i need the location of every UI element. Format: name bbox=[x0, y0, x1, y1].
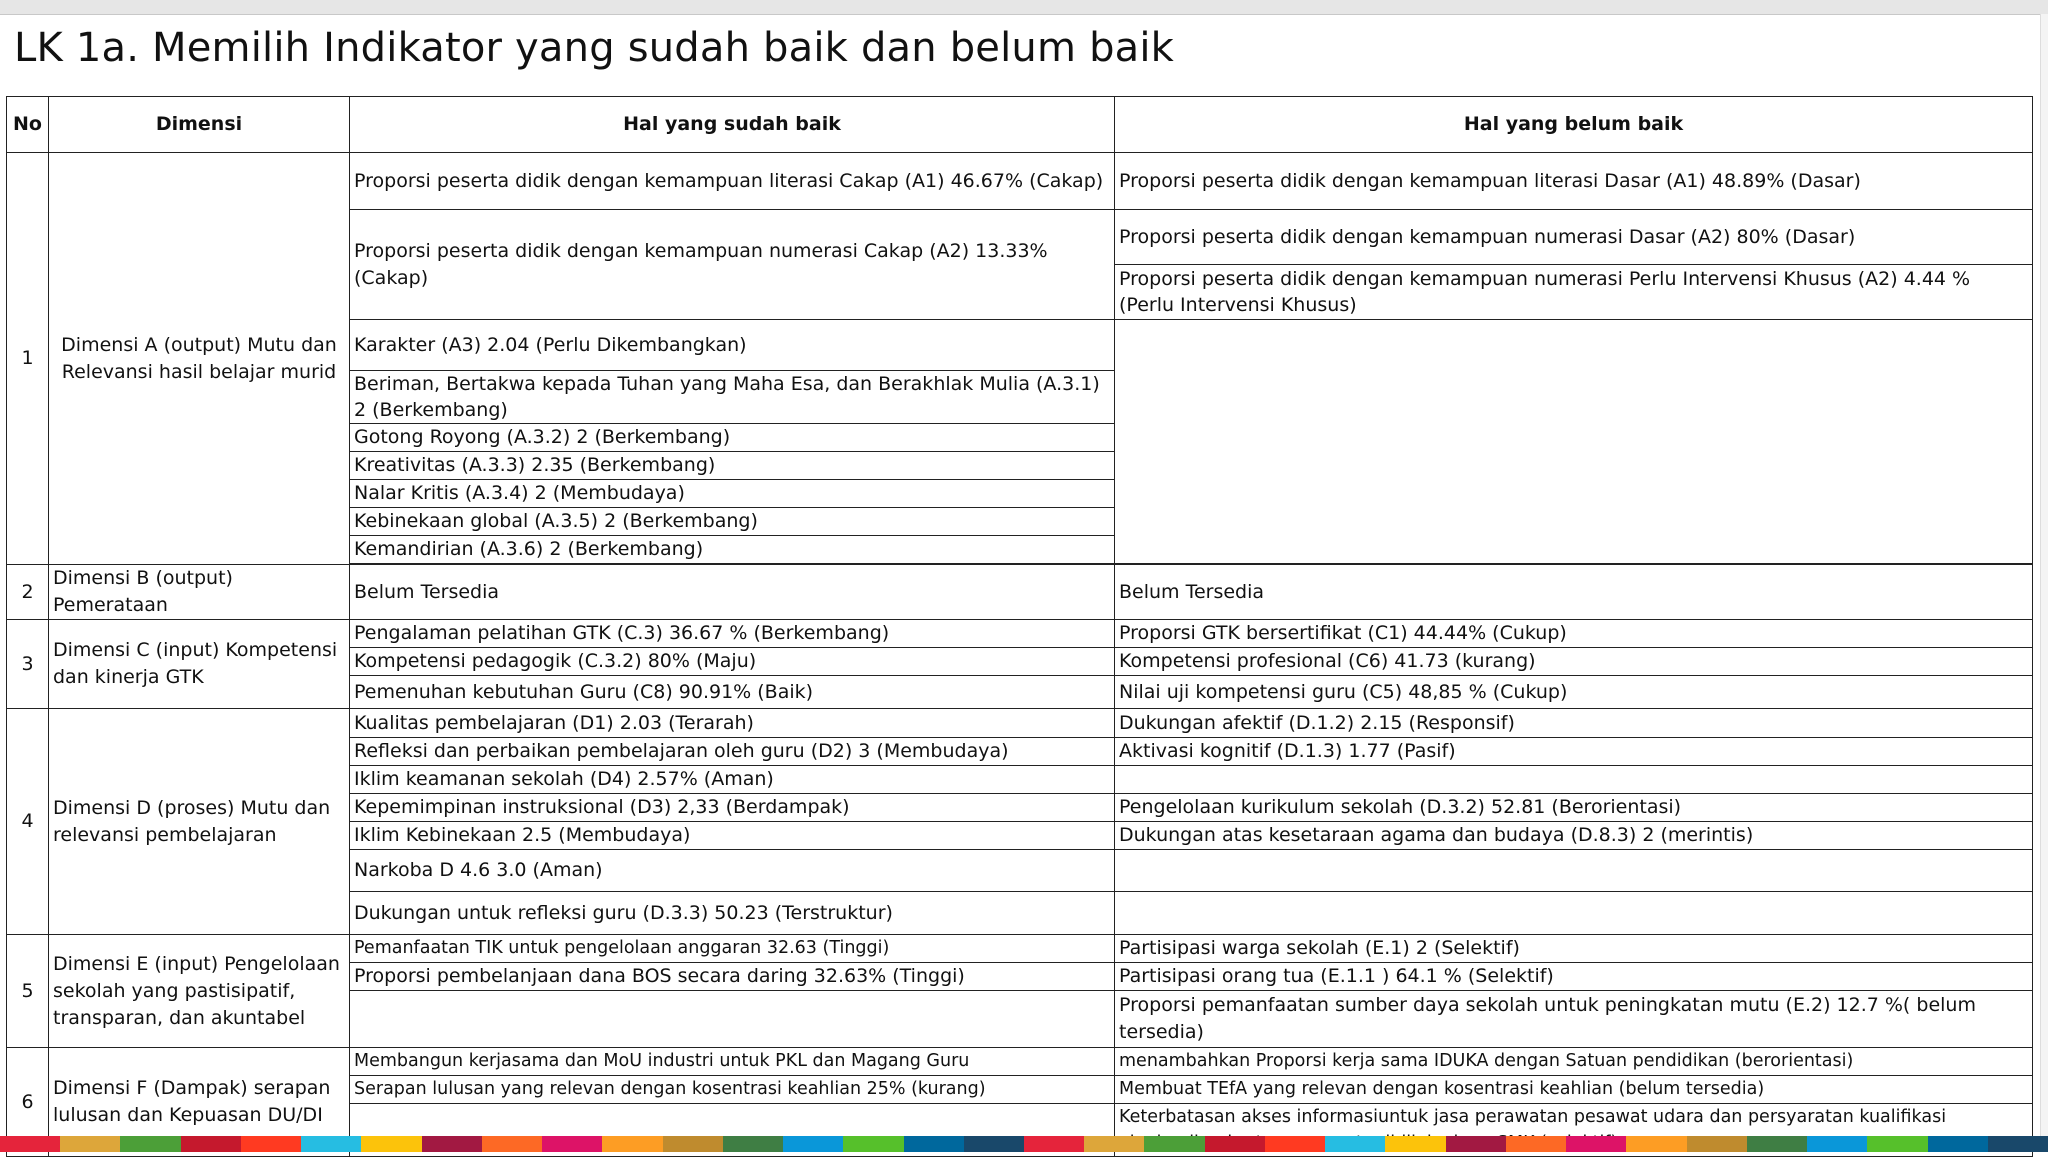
color-band-segment bbox=[904, 1136, 964, 1152]
color-band-segment bbox=[1988, 1136, 2048, 1152]
header-baik: Hal yang sudah baik bbox=[350, 97, 1115, 153]
dimension-cell: Dimensi B (output) Pemerataan bbox=[49, 565, 350, 620]
cell-baik[interactable]: Kreativitas (A.3.3) 2.35 (Berkembang) bbox=[350, 452, 1115, 480]
table-row bbox=[7, 153, 2033, 210]
header-row bbox=[7, 97, 2033, 153]
cell-baik[interactable]: Kualitas pembelajaran (D1) 2.03 (Terarah) bbox=[350, 709, 1115, 738]
color-band-segment bbox=[1687, 1136, 1747, 1152]
cell-belum[interactable]: Proporsi GTK bersertifikat (C1) 44.44% (Cukup) bbox=[1115, 620, 2033, 648]
cell-belum[interactable]: Aktivasi kognitif (D.1.3) 1.77 (Pasif) bbox=[1115, 738, 2033, 766]
dimension-cell: Dimensi A (output) Mutu dan Relevansi hasil belajar murid bbox=[49, 153, 350, 565]
color-band-segment bbox=[1144, 1136, 1204, 1152]
header-belum: Hal yang belum baik bbox=[1115, 97, 2033, 153]
cell-belum[interactable]: Proporsi pemanfaatan sumber daya sekolah untuk peningkatan mutu (E.2) 12.7 %( belum tersedia) bbox=[1115, 991, 2033, 1048]
cell-belum[interactable]: Pengelolaan kurikulum sekolah (D.3.2) 52.81 (Berorientasi) bbox=[1115, 794, 2033, 822]
row-number: 3 bbox=[7, 620, 49, 709]
dimension-cell: Dimensi C (input) Kompetensi dan kinerja GTK bbox=[49, 620, 350, 709]
cell-baik[interactable]: Gotong Royong (A.3.2) 2 (Berkembang) bbox=[350, 424, 1115, 452]
cell-baik-empty[interactable] bbox=[350, 991, 1115, 1048]
cell-baik[interactable]: Proporsi peserta didik dengan kemampuan literasi Cakap (A1) 46.67% (Cakap) bbox=[350, 153, 1115, 210]
color-band-segment bbox=[1566, 1136, 1626, 1152]
cell-baik[interactable]: Pemenuhan kebutuhan Guru (C8) 90.91% (Baik) bbox=[350, 676, 1115, 709]
color-band-segment bbox=[843, 1136, 903, 1152]
color-band-segment bbox=[1506, 1136, 1566, 1152]
indicator-table bbox=[6, 96, 2033, 1157]
color-band-segment bbox=[1084, 1136, 1144, 1152]
table-row bbox=[7, 1048, 2033, 1076]
color-band-segment bbox=[1867, 1136, 1927, 1152]
color-band-segment bbox=[1385, 1136, 1445, 1152]
color-band-segment bbox=[723, 1136, 783, 1152]
row-number: 1 bbox=[7, 153, 49, 565]
color-band-segment bbox=[1928, 1136, 1988, 1152]
color-band-segment bbox=[60, 1136, 120, 1152]
dimension-cell: Dimensi F (Dampak) serapan lulusan dan Kepuasan DU/DI bbox=[49, 1048, 350, 1157]
color-band-segment bbox=[301, 1136, 361, 1152]
color-band-segment bbox=[663, 1136, 723, 1152]
table-row bbox=[7, 935, 2033, 963]
row-number: 5 bbox=[7, 935, 49, 1048]
page-title: LK 1a. Memilih Indikator yang sudah baik dan belum baik bbox=[14, 25, 1175, 71]
color-band-segment bbox=[602, 1136, 662, 1152]
vertical-scrollbar[interactable] bbox=[2040, 14, 2048, 1136]
color-band-segment bbox=[241, 1136, 301, 1152]
color-band-segment bbox=[181, 1136, 241, 1152]
cell-baik[interactable]: Refleksi dan perbaikan pembelajaran oleh guru (D2) 3 (Membudaya) bbox=[350, 738, 1115, 766]
cell-belum[interactable]: Nilai uji kompetensi guru (C5) 48,85 % (Cukup) bbox=[1115, 676, 2033, 709]
color-band-segment bbox=[1446, 1136, 1506, 1152]
cell-baik[interactable]: Pengalaman pelatihan GTK (C.3) 36.67 % (Berkembang) bbox=[350, 620, 1115, 648]
color-band-segment bbox=[1265, 1136, 1325, 1152]
cell-baik[interactable]: Iklim keamanan sekolah (D4) 2.57% (Aman) bbox=[350, 766, 1115, 794]
row-number: 4 bbox=[7, 709, 49, 935]
color-band-segment bbox=[361, 1136, 421, 1152]
cell-belum[interactable]: Belum Tersedia bbox=[1115, 565, 2033, 620]
cell-belum-empty[interactable] bbox=[1115, 850, 2033, 892]
color-band-segment bbox=[542, 1136, 602, 1152]
cell-baik[interactable]: Kebinekaan global (A.3.5) 2 (Berkembang) bbox=[350, 508, 1115, 536]
cell-belum[interactable]: Partisipasi orang tua (E.1.1 ) 64.1 % (Selektif) bbox=[1115, 963, 2033, 991]
row-number: 2 bbox=[7, 565, 49, 620]
cell-baik[interactable]: Dukungan untuk refleksi guru (D.3.3) 50.23 (Terstruktur) bbox=[350, 892, 1115, 935]
cell-baik[interactable]: Kepemimpinan instruksional (D3) 2,33 (Berdampak) bbox=[350, 794, 1115, 822]
dimension-cell: Dimensi E (input) Pengelolaan sekolah yang pastisipatif, transparan, dan akuntabel bbox=[49, 935, 350, 1048]
color-band-segment bbox=[1626, 1136, 1686, 1152]
indicator-table-container bbox=[6, 96, 2032, 1130]
color-band-segment bbox=[0, 1136, 60, 1152]
color-band-segment bbox=[1747, 1136, 1807, 1152]
cell-belum[interactable]: Dukungan afektif (D.1.2) 2.15 (Responsif) bbox=[1115, 709, 2033, 738]
cell-belum-empty[interactable] bbox=[1115, 892, 2033, 935]
table-row bbox=[7, 709, 2033, 738]
table-row bbox=[7, 620, 2033, 648]
cell-baik[interactable]: Karakter (A3) 2.04 (Perlu Dikembangkan) bbox=[350, 320, 1115, 371]
color-band-segment bbox=[1325, 1136, 1385, 1152]
color-band-segment bbox=[1205, 1136, 1265, 1152]
cell-baik[interactable]: Proporsi pembelanjaan dana BOS secara daring 32.63% (Tinggi) bbox=[350, 963, 1115, 991]
cell-belum-empty[interactable] bbox=[1115, 320, 2033, 564]
cell-baik[interactable]: Pemanfaatan TIK untuk pengelolaan anggaran 32.63 (Tinggi) bbox=[350, 935, 1115, 963]
cell-belum[interactable]: Keterbatasan akses informasiuntuk jasa perawatan pesawat udara dan persyaratan kualifikasi bbox=[1115, 1104, 2033, 1157]
cell-baik[interactable]: Proporsi peserta didik dengan kemampuan numerasi Cakap (A2) 13.33% (Cakap) bbox=[350, 210, 1115, 320]
cell-baik[interactable]: Belum Tersedia bbox=[350, 565, 1115, 620]
color-band-segment bbox=[482, 1136, 542, 1152]
table-row bbox=[7, 565, 2033, 620]
cell-baik[interactable]: Beriman, Bertakwa kepada Tuhan yang Maha Esa, dan Berakhlak Mulia (A.3.1) 2 (Berkembang) bbox=[350, 371, 1115, 424]
cell-baik[interactable]: Iklim Kebinekaan 2.5 (Membudaya) bbox=[350, 822, 1115, 850]
cell-baik[interactable]: Nalar Kritis (A.3.4) 2 (Membudaya) bbox=[350, 480, 1115, 508]
dimension-cell: Dimensi D (proses) Mutu dan relevansi pembelajaran bbox=[49, 709, 350, 935]
cell-belum[interactable]: Proporsi peserta didik dengan kemampuan numerasi Perlu Intervensi Khusus (A2) 4.44 % (Perlu Intervensi Khusus) bbox=[1115, 265, 2033, 320]
cell-belum[interactable]: Kompetensi profesional (C6) 41.73 (kurang) bbox=[1115, 648, 2033, 676]
color-band-segment bbox=[1807, 1136, 1867, 1152]
cell-belum[interactable]: menambahkan Proporsi kerja sama IDUKA dengan Satuan pendidikan (berorientasi) bbox=[1115, 1048, 2033, 1076]
color-band-segment bbox=[422, 1136, 482, 1152]
color-band-segment bbox=[1024, 1136, 1084, 1152]
bottom-color-band bbox=[0, 1136, 2048, 1152]
cell-baik[interactable]: Kompetensi pedagogik (C.3.2) 80% (Maju) bbox=[350, 648, 1115, 676]
header-dimensi: Dimensi bbox=[49, 97, 350, 153]
header-no: No bbox=[7, 97, 49, 153]
cell-belum[interactable]: Membuat TEfA yang relevan dengan kosentrasi keahlian (belum tersedia) bbox=[1115, 1076, 2033, 1104]
cell-belum[interactable]: Partisipasi warga sekolah (E.1) 2 (Selektif) bbox=[1115, 935, 2033, 963]
cell-baik[interactable]: Membangun kerjasama dan MoU industri untuk PKL dan Magang Guru bbox=[350, 1048, 1115, 1076]
cell-belum[interactable]: Proporsi peserta didik dengan kemampuan literasi Dasar (A1) 48.89% (Dasar) bbox=[1115, 153, 2033, 210]
color-band-segment bbox=[964, 1136, 1024, 1152]
cell-belum-empty[interactable] bbox=[1115, 766, 2033, 794]
cell-baik[interactable]: Serapan lulusan yang relevan dengan kosentrasi keahlian 25% (kurang) bbox=[350, 1076, 1115, 1104]
cell-belum[interactable]: Dukungan atas kesetaraan agama dan budaya (D.8.3) 2 (merintis) bbox=[1115, 822, 2033, 850]
row-number: 6 bbox=[7, 1048, 49, 1157]
cell-baik[interactable]: Narkoba D 4.6 3.0 (Aman) bbox=[350, 850, 1115, 892]
window-top-bar bbox=[0, 0, 2048, 15]
color-band-segment bbox=[120, 1136, 180, 1152]
cell-belum[interactable]: Proporsi peserta didik dengan kemampuan numerasi Dasar (A2) 80% (Dasar) bbox=[1115, 210, 2033, 265]
cell-baik[interactable]: Kemandirian (A.3.6) 2 (Berkembang) bbox=[350, 536, 1115, 564]
color-band-segment bbox=[783, 1136, 843, 1152]
